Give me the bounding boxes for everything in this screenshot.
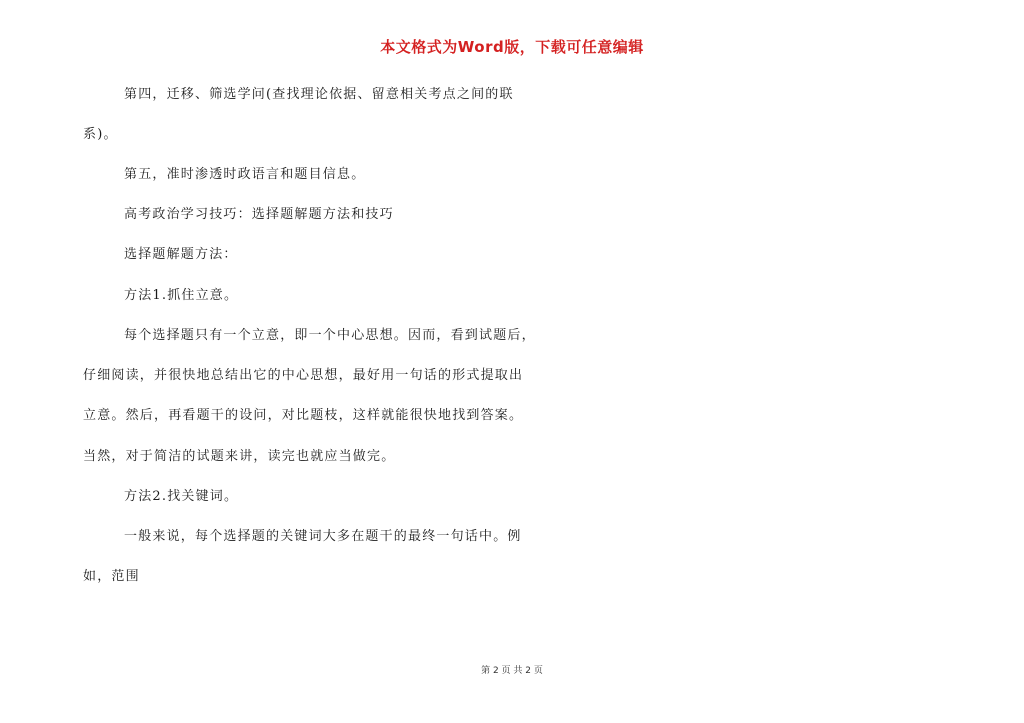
paragraph-line-5: 选择题解题方法： — [124, 247, 238, 262]
paragraph-line-2: 系)。 — [83, 127, 118, 142]
paragraph-line-6: 方法1.抓住立意。 — [124, 288, 239, 303]
paragraph-line-11: 方法2.找关键词。 — [124, 489, 239, 504]
paragraph-line-1: 第四，迁移、筛选学问(查找理论依据、留意相关考点之间的联 — [124, 87, 514, 102]
paragraph-line-9: 立意。然后，再看题干的设问，对比题枝，这样就能很快地找到答案。 — [83, 408, 524, 423]
page-number-footer: 第 2 页 共 2 页 — [481, 666, 543, 676]
paragraph-line-3: 第五，准时渗透时政语言和题目信息。 — [124, 167, 366, 182]
paragraph-line-13: 如，范围 — [83, 569, 140, 584]
paragraph-line-8: 仔细阅读，并很快地总结出它的中心思想，最好用一句话的形式提取出 — [83, 368, 524, 383]
paragraph-line-4: 高考政治学习技巧：选择题解题方法和技巧 — [124, 207, 394, 222]
paragraph-line-12: 一般来说，每个选择题的关键词大多在题干的最终一句话中。例 — [124, 529, 522, 544]
paragraph-line-10: 当然，对于简洁的试题来讲，读完也就应当做完。 — [83, 449, 396, 464]
paragraph-line-7: 每个选择题只有一个立意，即一个中心思想。因而，看到试题后， — [124, 328, 536, 343]
document-banner: 本文格式为Word版，下载可任意编辑 — [380, 38, 644, 56]
